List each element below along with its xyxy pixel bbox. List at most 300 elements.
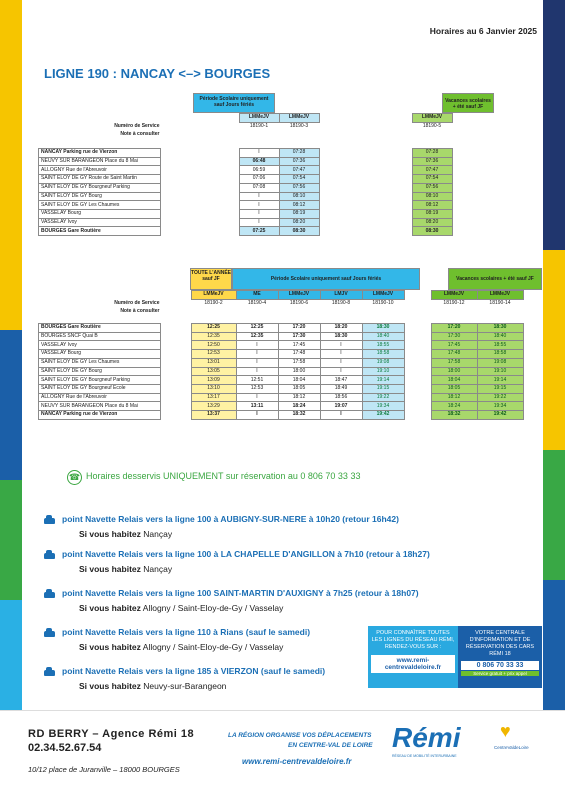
gap-cell — [404, 291, 431, 300]
time-cell: 17:45 — [431, 341, 477, 350]
empty-cell — [161, 358, 192, 367]
time-cell: 18:20 — [320, 324, 362, 333]
table2-period-all-year: TOUTE L'ANNÉE sauf JF — [190, 268, 232, 290]
time-cell: 08:12 — [412, 201, 452, 210]
empty-cell — [200, 183, 240, 192]
time-cell: 19:07 — [320, 402, 362, 411]
time-cell: 08:19 — [279, 209, 319, 218]
table1-service-cell — [200, 122, 240, 130]
service-cell: 18190-12 — [443, 300, 465, 307]
footer-site[interactable]: www.remi-centrevaldeloire.fr — [242, 757, 352, 766]
time-cell: 07:28 — [412, 149, 452, 158]
slogan-line2: EN CENTRE-VAL DE LOIRE — [288, 742, 373, 749]
empty-cell — [161, 341, 192, 350]
car-icon — [44, 553, 55, 559]
time-cell: 18:24 — [278, 402, 320, 411]
stop-name: SAINT ELOY DE GY Bourg — [39, 192, 161, 201]
time-cell: 08:30 — [279, 227, 319, 236]
table1-service-cell: 18190-5 — [422, 123, 442, 130]
time-cell: I — [236, 350, 278, 359]
time-cell: 19:15 — [362, 384, 404, 393]
shuttle-sub: Si vous habitez Allogny / Saint-Eloy-de-Gy / Vasselay — [79, 603, 284, 613]
footer-separator — [0, 710, 565, 711]
shuttle-sub: Si vous habitez Nançay — [79, 564, 173, 574]
time-cell: 19:22 — [362, 393, 404, 402]
empty-cell — [161, 384, 192, 393]
time-cell: 19:42 — [362, 410, 404, 419]
time-cell: 17:45 — [278, 341, 320, 350]
empty-cell — [431, 307, 477, 315]
stop-name: VASSELAY Ivoy — [39, 341, 161, 350]
stop-name: BOURGES SNCF Quai B — [39, 332, 161, 341]
time-cell: 12:35 — [236, 332, 278, 341]
time-cell: 07:28 — [279, 149, 319, 158]
time-cell: 17:58 — [431, 358, 477, 367]
gap-cell — [404, 350, 431, 359]
time-cell: 18:32 — [278, 410, 320, 419]
table2-note-row — [39, 307, 524, 315]
time-cell: 12:25 — [191, 324, 236, 333]
time-cell: 18:32 — [431, 410, 477, 419]
time-cell: 18:40 — [477, 332, 523, 341]
stop-name: SAINT ELOY DE GY Bourgneuf Parking — [39, 376, 161, 385]
remi-brand: Rémi — [392, 722, 461, 753]
empty-cell — [452, 209, 492, 218]
time-cell: 18:40 — [362, 332, 404, 341]
gap-cell — [404, 376, 431, 385]
time-cell: 07:56 — [412, 183, 452, 192]
stop-name: SAINT ELOY DE GY Bourgneuf Ecole — [39, 384, 161, 393]
time-cell: 07:36 — [412, 157, 452, 166]
table2-row — [39, 376, 524, 385]
time-cell: I — [320, 341, 362, 350]
table1-header-cell: LMMeJV — [279, 114, 319, 123]
table2-row — [39, 341, 524, 350]
time-cell: 07:36 — [279, 157, 319, 166]
table2-row — [39, 402, 524, 411]
stop-name: BOURGES Gare Routière — [39, 227, 161, 236]
gap-cell — [404, 402, 431, 411]
time-cell: 18:04 — [431, 376, 477, 385]
time-cell: 07:54 — [279, 175, 319, 184]
empty-cell — [477, 307, 523, 315]
table2-day-cell: LMMeJV — [431, 291, 477, 300]
empty-cell — [161, 209, 200, 218]
note-label: Note à consulter — [120, 307, 160, 314]
table1-note-cell — [161, 130, 200, 138]
stop-name: ALLOGNY Rue de l'Abreuvoir — [39, 166, 161, 175]
empty-cell — [452, 175, 492, 184]
table1-service-cell — [319, 122, 412, 130]
time-cell: 18:04 — [278, 376, 320, 385]
empty-cell — [161, 183, 200, 192]
empty-cell — [452, 192, 492, 201]
time-cell: 19:08 — [362, 358, 404, 367]
stop-name: VASSELAY Ivoy — [39, 218, 161, 227]
service-cell: 18190-6 — [289, 300, 309, 307]
table2-row — [39, 324, 524, 333]
table1-note-cell — [239, 130, 279, 138]
empty-cell — [161, 307, 192, 315]
time-cell: I — [239, 218, 279, 227]
table1-row — [39, 218, 492, 227]
table2 — [38, 290, 524, 420]
gap-cell — [319, 227, 412, 236]
service-cell: 18190-2 — [204, 300, 223, 307]
time-cell: I — [239, 192, 279, 201]
empty-cell — [362, 307, 404, 315]
table1-service-cell — [452, 122, 492, 130]
gap-cell — [404, 358, 431, 367]
agency-phone: 02.34.52.67.54 — [28, 742, 102, 754]
table2-day-cell: LMMeJV — [278, 291, 320, 300]
agency-name: RD BERRY – Agence Rémi 18 — [28, 728, 195, 740]
gap-cell — [404, 367, 431, 376]
promo-phone[interactable]: 0 806 70 33 33 — [461, 661, 539, 670]
promo-site[interactable]: www.remi-centrevaldeloire.fr — [371, 655, 455, 673]
table1-spacer — [39, 138, 492, 149]
time-cell: 12:53 — [191, 350, 236, 359]
table1-header-cell: LMMeJV — [412, 114, 452, 123]
time-cell: 18:49 — [320, 384, 362, 393]
empty-cell — [161, 367, 192, 376]
time-cell: 07:25 — [239, 227, 279, 236]
empty-cell — [161, 393, 192, 402]
empty-cell — [452, 149, 492, 158]
service-cell: 18190-14 — [489, 300, 511, 307]
table1-service-cell — [161, 122, 200, 130]
time-cell: I — [236, 367, 278, 376]
empty-cell — [161, 192, 200, 201]
gap-cell — [319, 149, 412, 158]
empty-cell — [161, 332, 192, 341]
gap-cell — [404, 332, 431, 341]
decor-right-green — [543, 450, 565, 580]
service-cell: 18190-10 — [372, 300, 394, 307]
empty-cell — [200, 192, 240, 201]
service-label: Numéro de Service — [114, 299, 160, 306]
time-cell: 17:30 — [431, 332, 477, 341]
empty-cell — [452, 166, 492, 175]
slogan-line1: LA RÉGION ORGANISE VOS DÉPLACEMENTS — [228, 732, 372, 739]
car-icon — [44, 518, 55, 524]
table2-row — [39, 410, 524, 419]
time-cell: 07:56 — [279, 183, 319, 192]
time-cell: 19:10 — [362, 367, 404, 376]
service-cell: 18190-8 — [331, 300, 351, 307]
time-cell: 17:30 — [278, 332, 320, 341]
decor-right-blue — [543, 580, 565, 710]
table2-row — [39, 384, 524, 393]
table2-row — [39, 350, 524, 359]
time-cell: 19:22 — [477, 393, 523, 402]
shuttle-sub: Si vous habitez Neuvy-sur-Barangeon — [79, 681, 227, 691]
time-cell: 18:47 — [320, 376, 362, 385]
empty-cell — [161, 299, 192, 307]
decor-left-yellow — [0, 0, 22, 330]
time-cell: 18:05 — [278, 384, 320, 393]
decor-right-navy — [543, 0, 565, 250]
time-cell: 19:14 — [477, 376, 523, 385]
gap-cell — [404, 324, 431, 333]
table1-service-cell: 18190-1 — [249, 123, 269, 130]
time-cell: 17:20 — [431, 324, 477, 333]
gap-cell — [319, 192, 412, 201]
time-cell: 08:10 — [412, 192, 452, 201]
gap-cell — [319, 218, 412, 227]
time-cell: 06:48 — [239, 157, 279, 166]
table1-service-cell: 18190-3 — [289, 123, 309, 130]
remi-logo — [392, 722, 492, 770]
stop-name: NANCAY Parking rue de Vierzon — [39, 410, 161, 419]
time-cell: 08:19 — [412, 209, 452, 218]
shuttle-line: point Navette Relais vers la ligne 100 SAINT-MARTIN D'AUXIGNY à 7h25 (retour à 18h07) — [62, 588, 419, 598]
table1-header-cell: LMMeJV — [239, 114, 279, 123]
time-cell: 12:51 — [236, 376, 278, 385]
stop-name: NEUVY SUR BARANGEON Place du 8 Mai — [39, 402, 161, 411]
table1-row — [39, 227, 492, 236]
table1-note-cell — [200, 130, 240, 138]
time-cell: 12:25 — [236, 324, 278, 333]
car-icon — [44, 670, 55, 676]
time-cell: 17:58 — [278, 358, 320, 367]
decor-left-cyan — [0, 600, 22, 710]
empty-cell — [200, 218, 240, 227]
time-cell: 17:20 — [278, 324, 320, 333]
table1-note-cell — [412, 130, 452, 138]
time-cell: 13:17 — [191, 393, 236, 402]
time-cell: 08:20 — [412, 218, 452, 227]
time-cell: 18:30 — [477, 324, 523, 333]
empty-cell — [161, 201, 200, 210]
table2-spacer — [39, 315, 524, 324]
table1-header-cell — [161, 114, 200, 123]
empty-cell — [161, 166, 200, 175]
table2-day-cell: LMMeJV — [362, 291, 404, 300]
remi-tagline: RÉSEAU DE MOBILITÉ INTERURBAINE — [392, 754, 457, 758]
time-cell: I — [320, 358, 362, 367]
empty-cell — [200, 175, 240, 184]
empty-cell — [452, 227, 492, 236]
gap-cell — [319, 157, 412, 166]
time-cell: I — [239, 201, 279, 210]
gap-cell — [319, 166, 412, 175]
time-cell: I — [236, 393, 278, 402]
table1 — [38, 113, 492, 236]
empty-cell — [191, 307, 236, 315]
time-cell: 18:55 — [362, 341, 404, 350]
stop-name: NANCAY Parking rue de Vierzon — [39, 149, 161, 158]
time-cell: 19:34 — [362, 402, 404, 411]
table1-note-cell: Note à consulter — [120, 130, 160, 137]
empty-cell — [200, 166, 240, 175]
gap-cell — [404, 393, 431, 402]
time-cell: 13:05 — [191, 367, 236, 376]
table1-period-holiday: Vacances scolaires + été sauf JF — [442, 93, 494, 113]
time-cell: I — [239, 209, 279, 218]
page-title: LIGNE 190 : NANCAY <–> BOURGES — [44, 66, 271, 81]
spacer — [39, 315, 524, 324]
table1-row — [39, 166, 492, 175]
promo-left-text: POUR CONNAÎTRE TOUTES LES LIGNES DU RÉSEAU RÉMI, RENDEZ-VOUS SUR : — [371, 630, 455, 650]
gap-cell — [319, 183, 412, 192]
gap-cell — [404, 410, 431, 419]
time-cell: 18:12 — [278, 393, 320, 402]
time-cell: 19:42 — [477, 410, 523, 419]
empty-cell — [200, 227, 240, 236]
table1-row — [39, 201, 492, 210]
promo-phone-note: Service gratuit + prix appel — [461, 671, 539, 676]
time-cell: 18:12 — [431, 393, 477, 402]
time-cell: 08:20 — [279, 218, 319, 227]
shuttle-sub: Si vous habitez Nançay — [79, 529, 173, 539]
table1-note-cell — [279, 130, 319, 138]
empty-cell — [236, 307, 278, 315]
time-cell: 13:09 — [191, 376, 236, 385]
reservation-note: Horaires desservis UNIQUEMENT sur réservation au 0 806 70 33 33 — [86, 471, 361, 481]
table1-days-row — [39, 114, 492, 123]
time-cell: 07:54 — [412, 175, 452, 184]
time-cell: 19:10 — [477, 367, 523, 376]
time-cell: I — [320, 367, 362, 376]
time-cell: 08:10 — [279, 192, 319, 201]
shuttle-line: point Navette Relais vers la ligne 185 à VIERZON (sauf le samedi) — [62, 666, 326, 676]
empty-cell — [161, 350, 192, 359]
time-cell: 12:35 — [191, 332, 236, 341]
table1-header-cell — [39, 114, 161, 123]
table2-day-cell: LMJV — [320, 291, 362, 300]
table2-row — [39, 393, 524, 402]
time-cell: I — [236, 341, 278, 350]
empty-cell — [161, 324, 192, 333]
time-cell: 18:00 — [431, 367, 477, 376]
table2-row — [39, 358, 524, 367]
table2-row — [39, 332, 524, 341]
stop-name: SAINT ELOY DE GY Bourgneuf Parking — [39, 183, 161, 192]
time-cell: 18:58 — [477, 350, 523, 359]
schedule-date: Horaires au 6 Janvier 2025 — [429, 26, 537, 36]
agency-address: 10/12 place de Juranville – 18000 BOURGES — [28, 765, 180, 774]
empty-cell — [161, 218, 200, 227]
empty-cell — [161, 376, 192, 385]
time-cell: I — [236, 358, 278, 367]
gap-cell — [319, 201, 412, 210]
time-cell: 19:14 — [362, 376, 404, 385]
gap-cell — [319, 175, 412, 184]
empty-cell — [161, 149, 200, 158]
empty-cell — [452, 201, 492, 210]
time-cell: 07:08 — [239, 183, 279, 192]
table1-note-row — [39, 130, 492, 138]
empty-cell — [404, 307, 431, 315]
time-cell: 17:48 — [278, 350, 320, 359]
empty-cell — [161, 175, 200, 184]
empty-cell — [200, 157, 240, 166]
time-cell: 18:00 — [278, 367, 320, 376]
time-cell: 13:10 — [191, 384, 236, 393]
empty-cell — [452, 183, 492, 192]
time-cell: 18:30 — [362, 324, 404, 333]
time-cell: 12:53 — [236, 384, 278, 393]
stop-name: SAINT ELOY DE GY Bourg — [39, 367, 161, 376]
empty-cell — [452, 218, 492, 227]
time-cell: 13:37 — [191, 410, 236, 419]
table1-header-cell — [452, 114, 492, 123]
stop-name: VASSELAY Bourg — [39, 350, 161, 359]
shuttle-line: point Navette Relais vers la ligne 110 à Rians (sauf le samedi) — [62, 627, 311, 637]
phone-icon: ☎ — [67, 470, 82, 485]
table1-header-cell — [319, 114, 412, 123]
time-cell: I — [239, 149, 279, 158]
table1-header-cell — [200, 114, 240, 123]
time-cell: I — [320, 350, 362, 359]
table2-day-cell: LMMeJV — [191, 291, 236, 300]
stop-name: ALLOGNY Rue de l'Abreuvoir — [39, 393, 161, 402]
table2-period-holiday: Vacances scolaires + été sauf JF — [448, 268, 542, 290]
time-cell: 18:30 — [320, 332, 362, 341]
time-cell: 07:06 — [239, 175, 279, 184]
shuttle-sub: Si vous habitez Allogny / Saint-Eloy-de-Gy / Vasselay — [79, 642, 284, 652]
empty-cell — [200, 209, 240, 218]
header-spacer — [39, 291, 161, 300]
decor-left-green — [0, 480, 22, 600]
time-cell: 13:11 — [236, 402, 278, 411]
table2-row — [39, 367, 524, 376]
table1-row — [39, 192, 492, 201]
gap-cell — [404, 341, 431, 350]
empty-cell — [452, 157, 492, 166]
time-cell: 19:34 — [477, 402, 523, 411]
table1-row — [39, 183, 492, 192]
decor-left-blue — [0, 330, 22, 480]
time-cell: 07:47 — [279, 166, 319, 175]
empty-cell — [161, 227, 200, 236]
table2-days-row — [39, 291, 524, 300]
gap-cell — [319, 209, 412, 218]
stop-name: BOURGES Gare Routière — [39, 324, 161, 333]
time-cell: 18:55 — [477, 341, 523, 350]
promo-info-box — [458, 626, 542, 688]
table1-row — [39, 149, 492, 158]
table1-note-cell — [319, 130, 412, 138]
car-icon — [44, 631, 55, 637]
empty-cell — [161, 402, 192, 411]
header-spacer — [161, 291, 192, 300]
time-cell: 07:47 — [412, 166, 452, 175]
promo-box — [368, 626, 458, 688]
empty-cell — [278, 307, 320, 315]
spacer — [39, 138, 492, 149]
empty-cell — [200, 149, 240, 158]
table1-row — [39, 157, 492, 166]
stop-name: SAINT ELOY DE GY Les Chaumes — [39, 201, 161, 210]
region-name: CentreValdeLoire — [494, 745, 529, 750]
table1-service-cell: Numéro de Service — [114, 122, 160, 129]
time-cell: 08:30 — [412, 227, 452, 236]
time-cell: 18:05 — [431, 384, 477, 393]
empty-cell — [161, 157, 200, 166]
time-cell: 18:24 — [431, 402, 477, 411]
time-cell: 06:59 — [239, 166, 279, 175]
time-cell: 13:29 — [191, 402, 236, 411]
stop-name: NEUVY SUR BARANGEON Place du 8 Mai — [39, 157, 161, 166]
car-icon — [44, 592, 55, 598]
time-cell: I — [236, 410, 278, 419]
time-cell: 13:01 — [191, 358, 236, 367]
time-cell: 18:56 — [320, 393, 362, 402]
table2-period-school: Période Scolaire uniquement sauf Jours fériés — [232, 268, 420, 290]
empty-cell — [320, 307, 362, 315]
